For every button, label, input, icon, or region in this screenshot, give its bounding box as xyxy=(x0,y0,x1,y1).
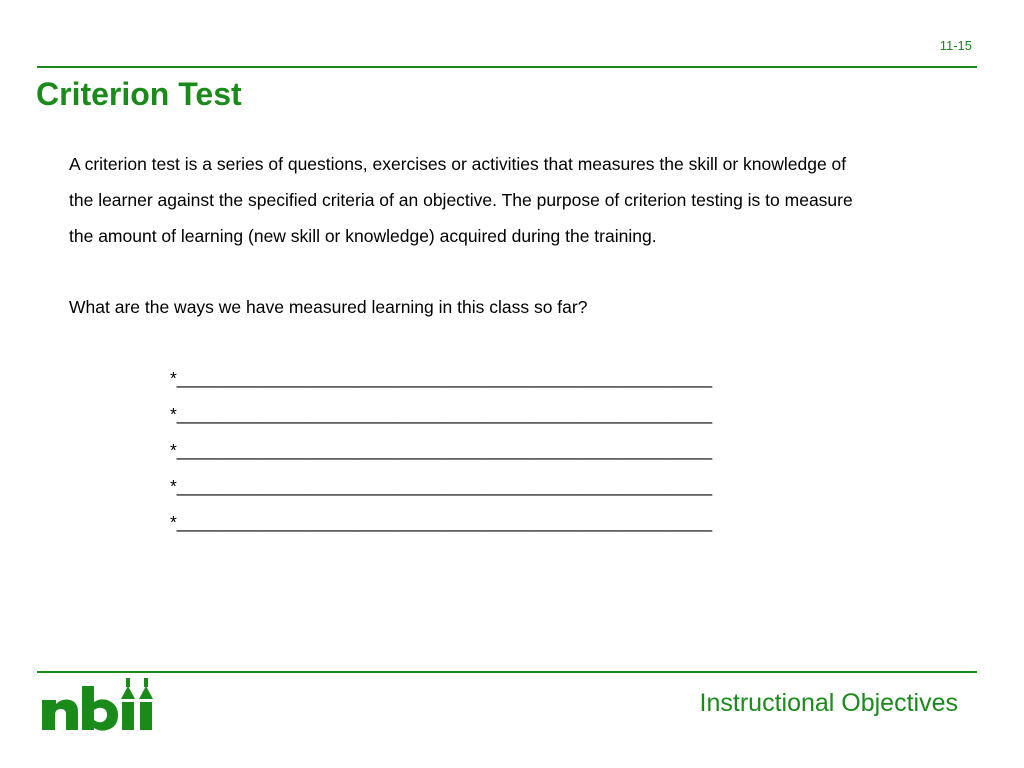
header-divider xyxy=(37,66,977,68)
definition-paragraph xyxy=(69,146,969,254)
paragraph-line: the amount of learning (new skill or knowledge) acquired during the training. xyxy=(69,226,657,246)
answer-blank: *_______________________________________________________ xyxy=(170,476,713,496)
answer-blanks-list xyxy=(170,360,712,540)
answer-blank: *_______________________________________________________ xyxy=(170,404,713,424)
paragraph-line: the learner against the specified criteria of an objective. The purpose of criterion testing is to measure xyxy=(69,190,853,210)
footer-divider xyxy=(37,671,977,673)
answer-blank: *_______________________________________________________ xyxy=(170,512,713,532)
nbii-logo-mark xyxy=(40,674,160,734)
answer-blank: *_______________________________________________________ xyxy=(170,440,713,460)
answer-blank: *_______________________________________________________ xyxy=(170,368,713,388)
slide-title: Criterion Test xyxy=(36,76,242,112)
nbii-logo xyxy=(40,674,160,739)
footer-title: Instructional Objectives xyxy=(699,689,958,717)
page-number: 11-15 xyxy=(939,38,972,53)
question-text: What are the ways we have measured learning in this class so far? xyxy=(69,297,588,317)
paragraph-line: A criterion test is a series of questions, exercises or activities that measures the skill or knowledge of xyxy=(69,154,847,174)
